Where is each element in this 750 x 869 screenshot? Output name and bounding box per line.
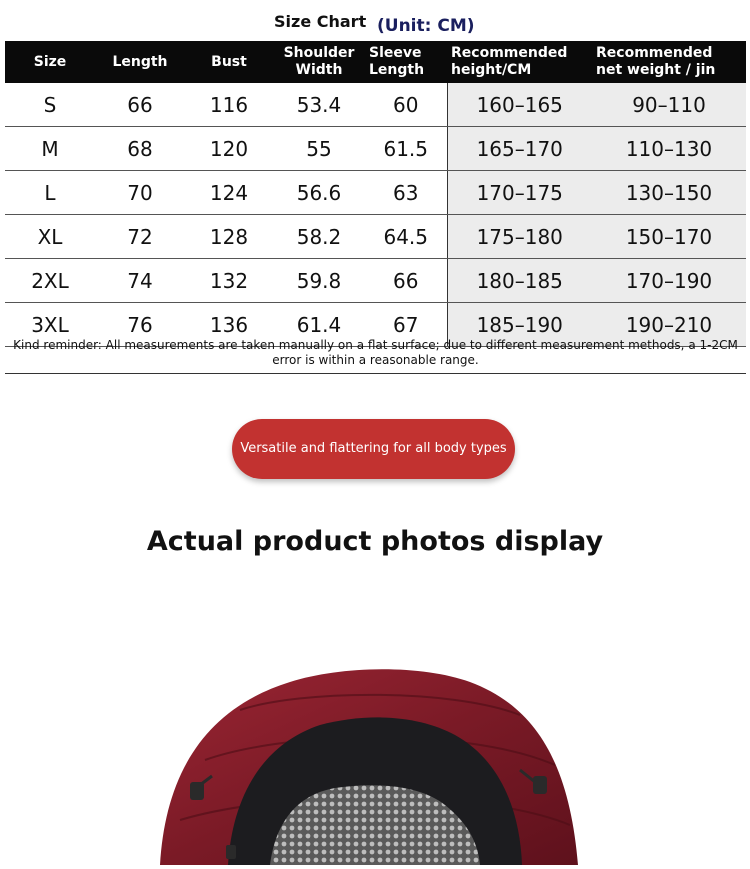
cell-height: 185–190 <box>447 303 592 347</box>
table-row <box>5 83 746 127</box>
cell-length: 68 <box>95 127 185 171</box>
cell-bust: 136 <box>185 303 273 347</box>
cell-size: S <box>5 83 95 127</box>
cell-height: 170–175 <box>447 171 592 215</box>
size-chart-unit: (Unit: CM) <box>377 16 475 36</box>
cell-sleeve: 60 <box>365 83 447 127</box>
cell-shoulder: 59.8 <box>273 259 365 303</box>
cell-bust: 116 <box>185 83 273 127</box>
cell-size: XL <box>5 215 95 259</box>
cell-shoulder: 56.6 <box>273 171 365 215</box>
product-photo <box>0 600 750 865</box>
cell-length: 74 <box>95 259 185 303</box>
size-chart-title-row <box>0 8 750 40</box>
table-row <box>5 259 746 303</box>
table-row <box>5 171 746 215</box>
cell-bust: 128 <box>185 215 273 259</box>
cell-size: M <box>5 127 95 171</box>
cell-sleeve: 64.5 <box>365 215 447 259</box>
cell-height: 160–165 <box>447 83 592 127</box>
header-length: Length <box>95 41 185 83</box>
cell-size: L <box>5 171 95 215</box>
cell-bust: 132 <box>185 259 273 303</box>
cell-weight: 130–150 <box>592 171 746 215</box>
cell-size: 3XL <box>5 303 95 347</box>
header-sleeve-length: Sleeve Length <box>365 41 447 83</box>
cell-weight: 110–130 <box>592 127 746 171</box>
cell-sleeve: 63 <box>365 171 447 215</box>
jacket-hood-image <box>0 600 750 865</box>
cell-sleeve: 66 <box>365 259 447 303</box>
table-row <box>5 215 746 259</box>
cell-height: 165–170 <box>447 127 592 171</box>
header-bust: Bust <box>185 41 273 83</box>
cell-length: 72 <box>95 215 185 259</box>
cell-shoulder: 58.2 <box>273 215 365 259</box>
photos-section-title: Actual product photos display <box>146 526 604 557</box>
cell-length: 76 <box>95 303 185 347</box>
body-types-badge: Versatile and flattering for all body types <box>232 419 515 479</box>
header-size: Size <box>5 41 95 83</box>
measurement-reminder: Kind reminder: All measurements are taken manually on a flat surface; due to different measurement methods, a 1-2CM error is within a reasonable range. <box>5 338 746 374</box>
cell-shoulder: 55 <box>273 127 365 171</box>
cell-height: 180–185 <box>447 259 592 303</box>
header-recommended-weight: Recommended net weight / jin <box>592 41 746 83</box>
cell-size: 2XL <box>5 259 95 303</box>
size-chart-title: Size Chart <box>274 12 367 31</box>
table-header-row <box>5 41 746 83</box>
header-shoulder-width: Shoulder Width <box>273 41 365 83</box>
cell-weight: 90–110 <box>592 83 746 127</box>
cell-weight: 170–190 <box>592 259 746 303</box>
cell-height: 175–180 <box>447 215 592 259</box>
cell-bust: 120 <box>185 127 273 171</box>
cell-shoulder: 61.4 <box>273 303 365 347</box>
cell-bust: 124 <box>185 171 273 215</box>
header-recommended-height: Recommended height/CM <box>447 41 592 83</box>
table-row <box>5 127 746 171</box>
cell-length: 70 <box>95 171 185 215</box>
cell-length: 66 <box>95 83 185 127</box>
cell-shoulder: 53.4 <box>273 83 365 127</box>
cell-sleeve: 67 <box>365 303 447 347</box>
cell-weight: 190–210 <box>592 303 746 347</box>
cell-weight: 150–170 <box>592 215 746 259</box>
size-chart-table <box>5 41 746 347</box>
cell-sleeve: 61.5 <box>365 127 447 171</box>
